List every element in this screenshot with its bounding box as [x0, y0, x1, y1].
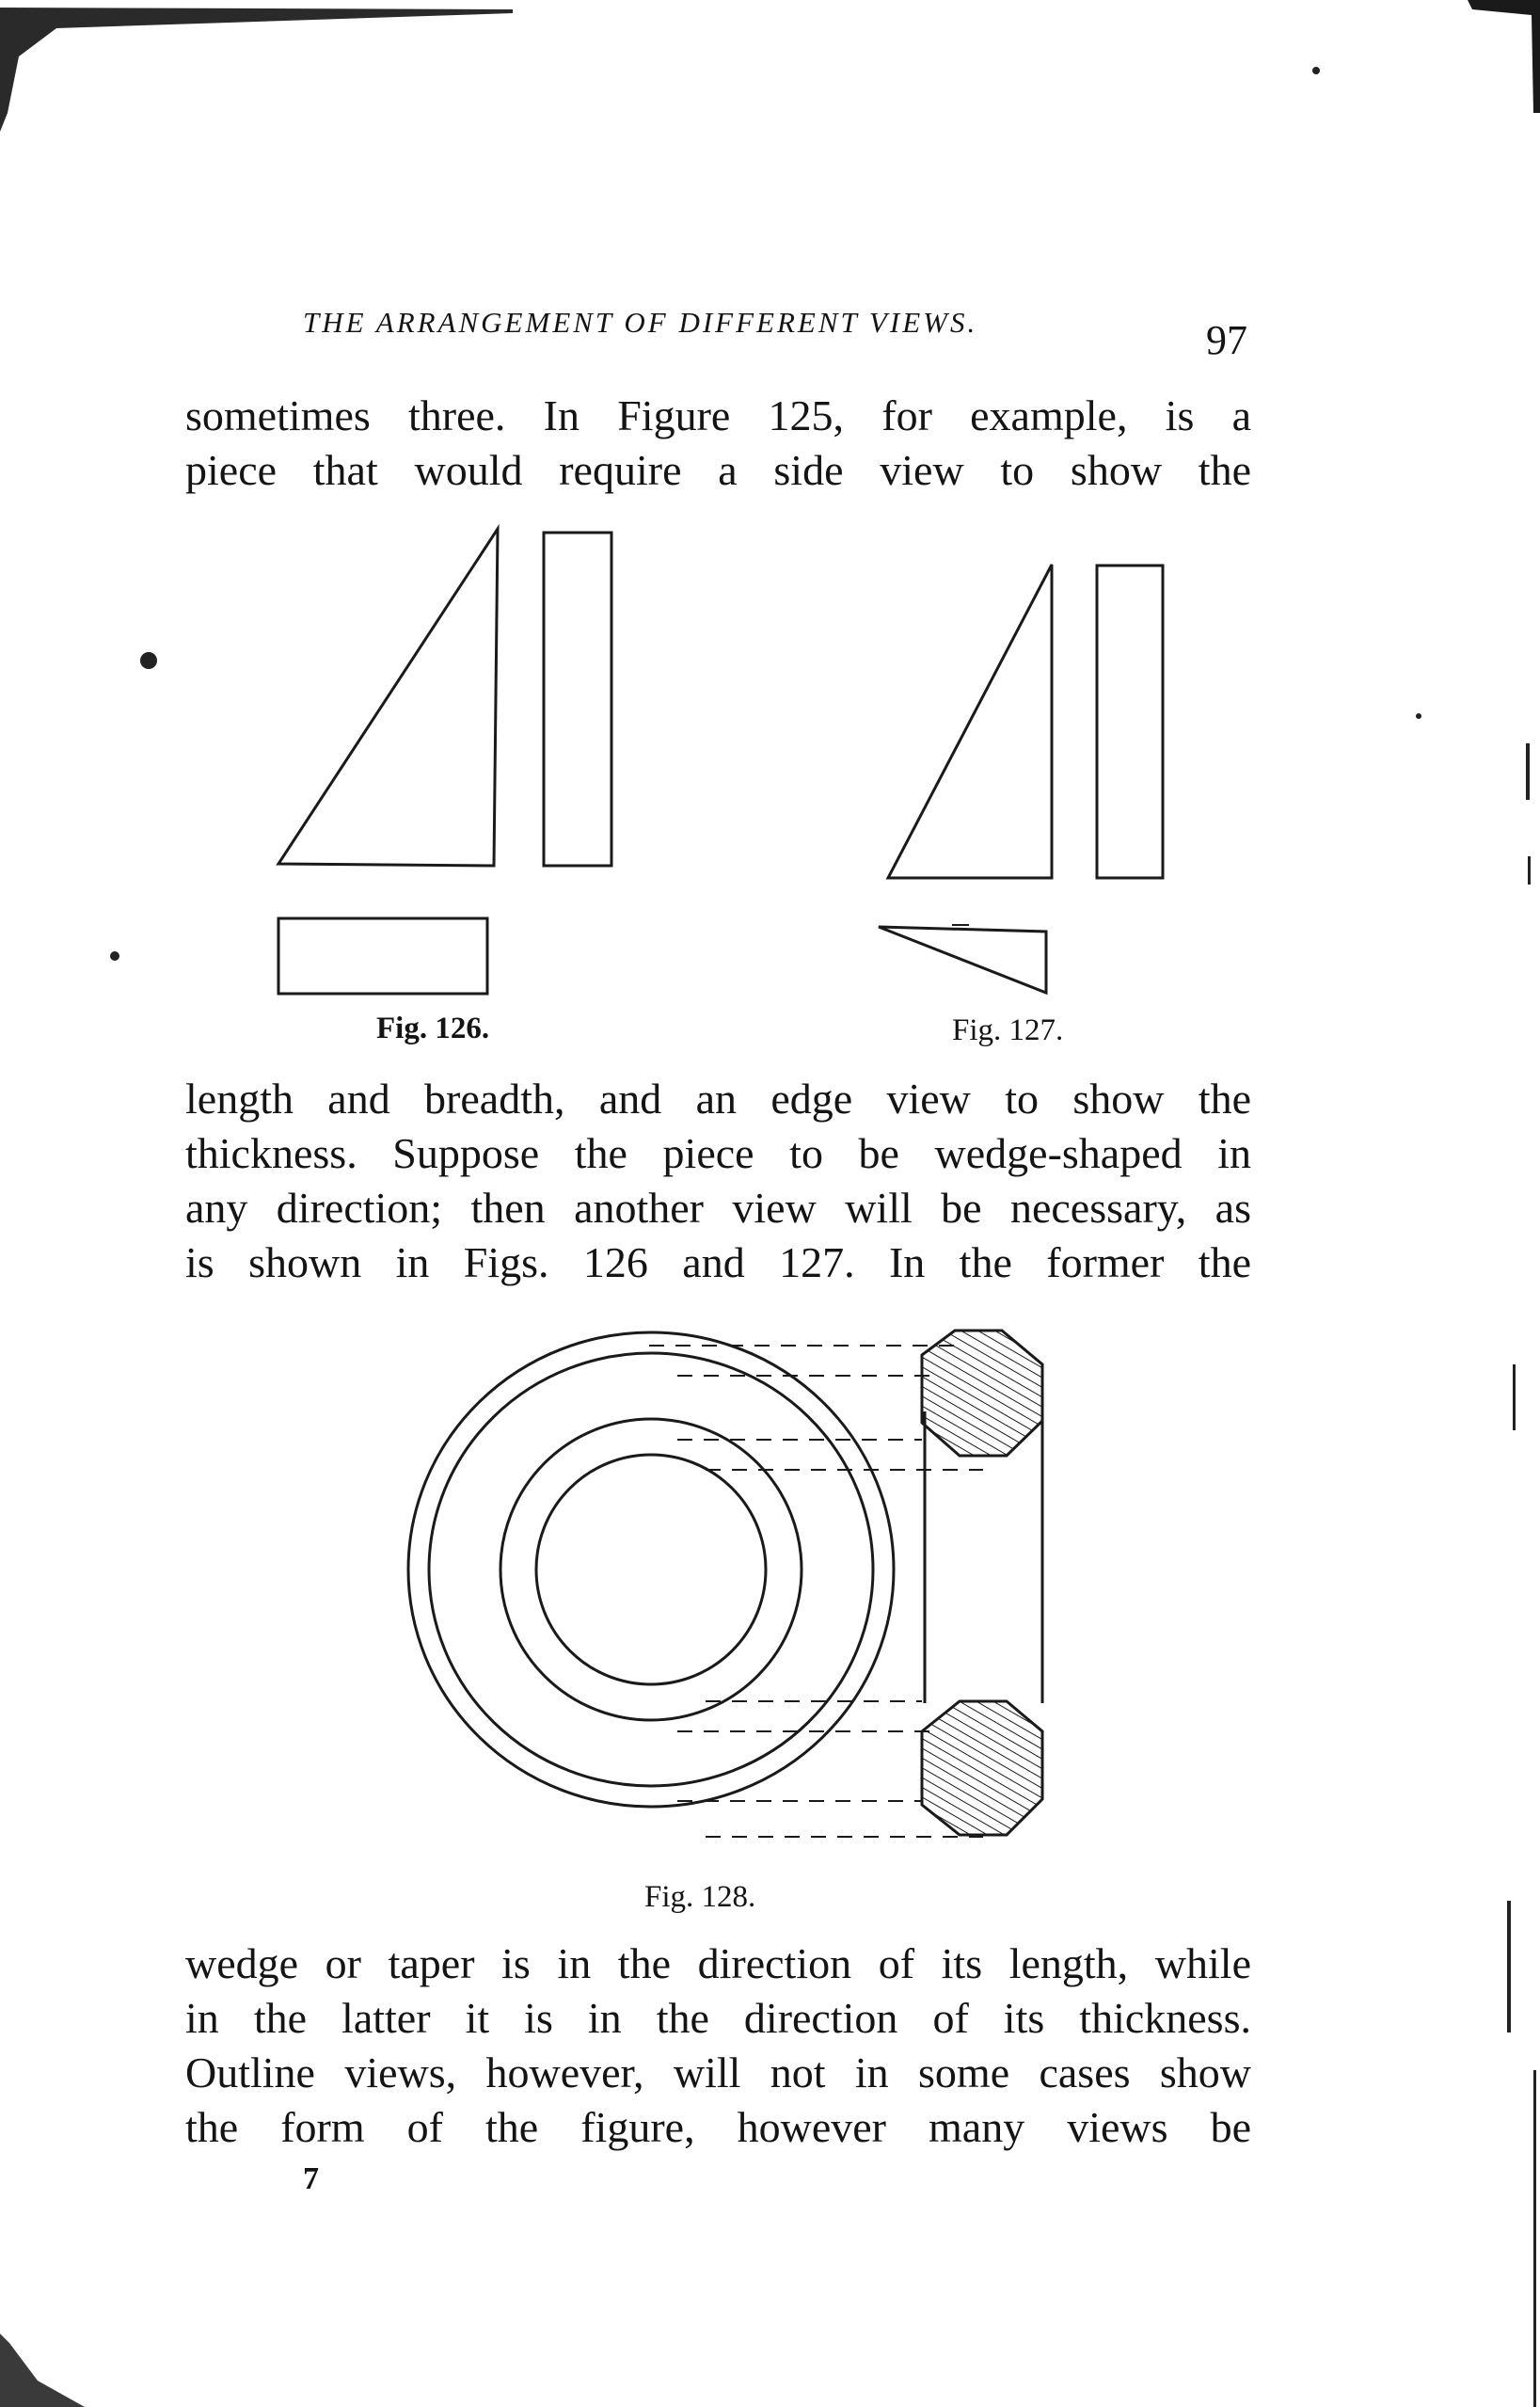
text-line: the form of the figure, however many views be: [185, 2103, 1251, 2151]
ring-front-view: [408, 1332, 894, 1807]
fig126-side-view: [544, 533, 611, 866]
paragraph-2: [185, 1072, 1251, 1290]
fig128-caption: Fig. 128.: [644, 1880, 756, 1914]
fig126-triangle-front-view: [278, 529, 498, 866]
figure-127: [875, 550, 1185, 1040]
running-head: THE ARRANGEMENT OF DIFFERENT VIEWS.: [303, 306, 978, 339]
text-line: sometimes three. In Figure 125, for example, is a: [185, 391, 1251, 439]
text-line: any direction; then another view will be necessary, as: [185, 1184, 1251, 1232]
figure-126: [263, 518, 621, 1007]
fig127-side-view: [1097, 566, 1163, 878]
fig126-caption: Fig. 126.: [376, 1012, 490, 1045]
ring-section-view: [922, 1331, 1042, 1835]
upper-section: [922, 1331, 1042, 1456]
paragraph-3: [185, 1937, 1251, 2155]
text-line: thickness. Suppose the piece to be wedge-shaped in: [185, 1129, 1251, 1177]
text-line: length and breadth, and an edge view to show the: [185, 1075, 1251, 1123]
text-line: in the latter it is in the direction of its thickness.: [185, 1994, 1251, 2042]
fig127-caption: Fig. 127.: [952, 1013, 1064, 1047]
signature-mark: 7: [303, 2161, 319, 2196]
text-line: is shown in Figs. 126 and 127. In the former the: [185, 1238, 1251, 1286]
text-line: piece that would require a side view to show the: [185, 446, 1251, 494]
fig126-top-view: [278, 918, 487, 994]
text-line: Outline views, however, will not in some cases show: [185, 2048, 1251, 2096]
paragraph-1: [185, 389, 1251, 498]
figure-128: [395, 1317, 1054, 1844]
fig127-wedge-top-view: [879, 927, 1046, 993]
page-number: 97: [1206, 317, 1247, 363]
text-line: wedge or taper is in the direction of its length, while: [185, 1939, 1251, 1987]
lower-section: [922, 1701, 1042, 1835]
fig127-triangle-front-view: [888, 565, 1052, 878]
